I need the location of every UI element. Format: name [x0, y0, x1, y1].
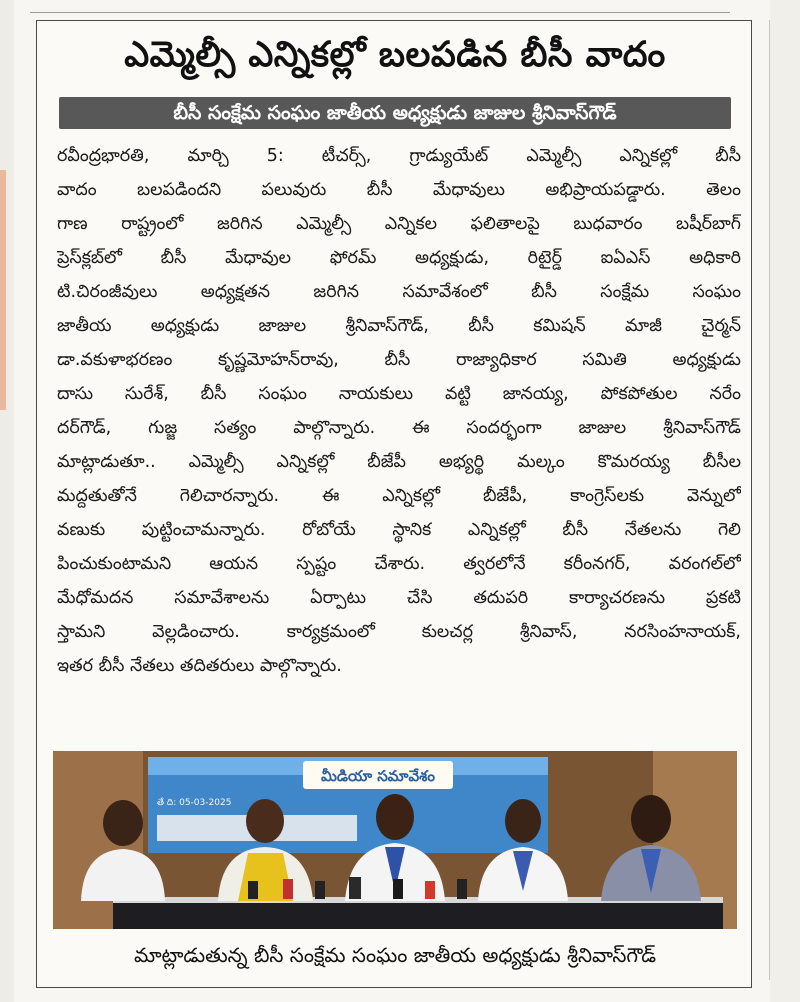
body-line: జాతీయ అధ్యక్షుడు జాజుల శ్రీనివాస్‌గౌడ్, బీసీ కమిషన్ మాజీ చైర్మన్	[57, 316, 741, 336]
body-line: పించుకుంటామని ఆయన స్పష్టం చేశారు. త్వరలోనే కరీంనగర్, వరంగల్‌లో	[57, 554, 741, 574]
headline: ఎమ్మెల్సీ ఎన్నికల్లో బలపడిన బీసీ వాదం	[124, 35, 666, 75]
body-line: మాట్లాడుతూ.. ఎమ్మెల్సీ ఎన్నికల్లో బీజేపీ అభ్యర్థి మల్కం కొమరయ్య బీసీల	[57, 452, 741, 472]
body-line: టి.చిరంజీవులు అధ్యక్షతన జరిగిన సమావేశంలో బీసీ సంక్షేమ సంఘం	[57, 282, 741, 302]
body-line: డా.వకుళాభరణం కృష్ణమోహన్‌రావు, బీసీ రాజ్యాధికార సమితి అధ్యక్షుడు	[57, 350, 741, 370]
banner-date: తే ది: 05-03-2025	[157, 798, 232, 808]
body-line: మేధోమదన సమావేశాలను ఏర్పాటు చేసి తదుపరి కార్యాచరణను ప్రకటి	[57, 588, 741, 608]
adjacent-column-fragment	[0, 170, 6, 410]
press-meet-illustration	[53, 751, 737, 929]
article-body	[57, 139, 741, 683]
subheadline: బీసీ సంక్షేమ సంఘం జాతీయ అధ్యక్షుడు జాజుల శ్రీనివాస్‌గౌడ్	[59, 97, 731, 129]
body-line: వాదం బలపడిందని పలువురు బీసీ మేధావులు అభిప్రాయపడ్డారు. తెలం	[57, 180, 741, 200]
photo-caption: మాట్లాడుతున్న బీసీ సంక్షేమ సంఘం జాతీయ అధ్యక్షుడు శ్రీనివాస్‌గౌడ్	[133, 943, 657, 967]
body-line: ప్రెస్‌క్లబ్‌లో బీసీ మేధావుల ఫోరమ్ అధ్యక్షుడు, రిటైర్డ్ ఐఏఎస్ అధికారి	[57, 248, 741, 268]
body-line: స్తామని వెల్లడించారు. కార్యక్రమంలో కులచర్ల శ్రీనివాస్, నరసింహనాయక్,	[57, 622, 741, 642]
body-line: గాణ రాష్ట్రంలో జరిగిన ఎమ్మెల్సీ ఎన్నికల ఫలితాలపై బుధవారం బషీర్‌బాగ్	[57, 214, 741, 234]
body-line: దర్‌గౌడ్, గుజ్జ సత్యం పాల్గొన్నారు. ఈ సందర్భంగా జాజుల శ్రీనివాస్‌గౌడ్	[57, 418, 741, 438]
body-line: వణుకు పుట్టించామన్నారు. రోబోయే స్థానిక ఎన్నికల్లో బీసీ నేతలను గెలి	[57, 520, 741, 540]
press-meet-photo	[53, 751, 737, 929]
left-page-margin	[0, 0, 14, 1002]
body-line: ఇతర బీసీ నేతలు తదితరులు పాల్గొన్నారు.	[57, 656, 342, 676]
front-table	[113, 901, 723, 929]
body-line: దాసు సురేశ్, బీసీ సంఘం నాయకులు వట్టి జానయ్య, పోకపోతుల నరేం	[57, 384, 741, 404]
body-line: మద్దతుతోనే గెలిచారన్నారు. ఈ ఎన్నికల్లో బీజేపీ, కాంగ్రెస్‌లకు వెన్నులో	[57, 486, 741, 506]
news-article	[36, 20, 752, 988]
column-divider	[769, 20, 770, 980]
right-page-margin	[770, 0, 800, 1002]
top-rule	[30, 12, 730, 13]
body-line: రవీంద్రభారతి, మార్చి 5: టీచర్స్, గ్రాడ్యుయేట్ ఎమ్మెల్సీ ఎన్నికల్లో బీసీ	[57, 146, 741, 166]
banner-title: మీడియా సమావేశం	[320, 767, 436, 785]
